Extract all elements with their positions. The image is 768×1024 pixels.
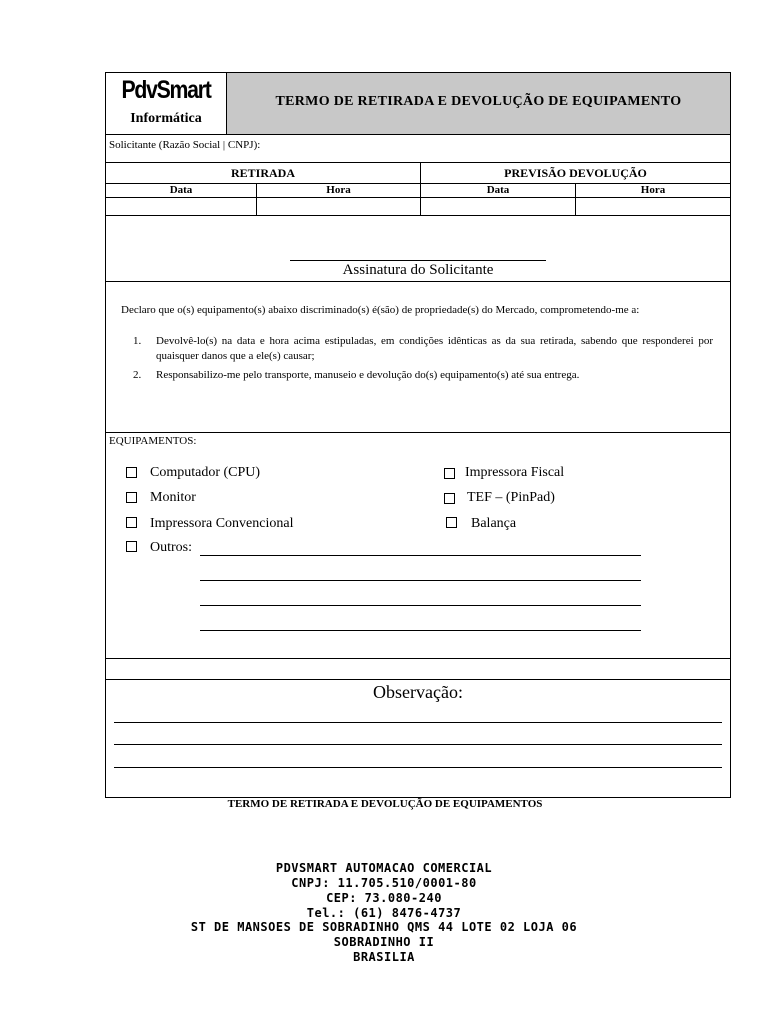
company-cep: CEP: 73.080-240 bbox=[326, 891, 442, 905]
checkbox-impressora-fiscal[interactable] bbox=[444, 468, 455, 479]
checkbox-impressora-fiscal-label: Impressora Fiscal bbox=[465, 465, 565, 480]
retirada-data-header: Data bbox=[169, 184, 193, 196]
checkbox-impressora-convencional[interactable] bbox=[126, 517, 137, 528]
retirada-header: RETIRADA bbox=[230, 166, 295, 180]
signature-line[interactable] bbox=[290, 260, 546, 261]
previsao-hora-header: Hora bbox=[640, 184, 666, 196]
company-city: BRASILIA bbox=[353, 950, 415, 964]
checkbox-impressora-convencional-label: Impressora Convencional bbox=[150, 516, 294, 531]
declaration-item: Responsabilizo-me pelo transporte, manuseio e devolução do(s) equipamento(s) até sua entrega. bbox=[156, 369, 580, 381]
checkbox-cpu[interactable] bbox=[126, 467, 137, 478]
observacao-title: Observação: bbox=[373, 682, 463, 702]
previsao-data-header: Data bbox=[486, 184, 510, 196]
company-address: ST DE MANSOES DE SOBRADINHO QMS 44 LOTE 02 LOJA 06 bbox=[190, 920, 578, 934]
observacao-line[interactable] bbox=[114, 744, 722, 745]
logo-subtitle: Informática bbox=[130, 111, 202, 126]
company-district: SOBRADINHO II bbox=[333, 935, 435, 949]
outros-line[interactable] bbox=[200, 580, 641, 581]
company-name: PDVSMART AUTOMACAO COMERCIAL bbox=[275, 861, 493, 875]
previsao-hora-field[interactable] bbox=[576, 198, 730, 215]
checkbox-balanca[interactable] bbox=[446, 517, 457, 528]
signature-label: Assinatura do Solicitante bbox=[342, 262, 494, 278]
company-cnpj: CNPJ: 11.705.510/0001-80 bbox=[291, 876, 477, 890]
observacao-line[interactable] bbox=[114, 722, 722, 723]
checkbox-balanca-label: Balança bbox=[471, 516, 517, 531]
divider bbox=[105, 658, 731, 659]
form-title: TERMO DE RETIRADA E DEVOLUÇÃO DE EQUIPAMENTO bbox=[275, 94, 682, 109]
previsao-header: PREVISÃO DEVOLUÇÃO bbox=[504, 166, 647, 180]
divider bbox=[105, 162, 731, 163]
declaration-item-number: 2. bbox=[133, 369, 142, 381]
previsao-data-field[interactable] bbox=[421, 198, 575, 215]
checkbox-monitor-label: Monitor bbox=[150, 490, 196, 505]
declaration-item: Devolvê-lo(s) na data e hora acima estipuladas, em condições idênticas as da sua retirada, sabendo que responderei por quaisquer danos que a ele(s) causar; bbox=[156, 335, 713, 362]
company-logo: PdvSmart bbox=[121, 76, 211, 104]
company-phone: Tel.: (61) 8476-4737 bbox=[306, 906, 462, 920]
checkbox-cpu-label: Computador (CPU) bbox=[150, 465, 261, 480]
retirada-hora-field[interactable] bbox=[257, 198, 420, 215]
footer-title: TERMO DE RETIRADA E DEVOLUÇÃO DE EQUIPAMENTOS bbox=[227, 798, 543, 810]
divider bbox=[105, 432, 731, 433]
observacao-line[interactable] bbox=[114, 767, 722, 768]
checkbox-monitor[interactable] bbox=[126, 492, 137, 503]
divider bbox=[105, 679, 731, 680]
outros-line[interactable] bbox=[200, 630, 641, 631]
declaration-item-number: 1. bbox=[133, 335, 142, 347]
divider bbox=[105, 215, 731, 216]
checkbox-outros[interactable] bbox=[126, 541, 137, 552]
declaration-intro: Declaro que o(s) equipamento(s) abaixo discriminado(s) é(são) de propriedade(s) do Mercado, comprometendo-me a: bbox=[121, 304, 640, 316]
outros-line[interactable] bbox=[200, 605, 641, 606]
solicitante-label: Solicitante (Razão Social | CNPJ): bbox=[109, 139, 261, 151]
retirada-hora-header: Hora bbox=[326, 184, 351, 196]
retirada-data-field[interactable] bbox=[106, 198, 256, 215]
checkbox-tef[interactable] bbox=[444, 493, 455, 504]
equipment-label: EQUIPAMENTOS: bbox=[109, 435, 197, 447]
checkbox-tef-label: TEF – (PinPad) bbox=[467, 490, 555, 505]
outros-line[interactable] bbox=[200, 555, 641, 556]
divider bbox=[105, 281, 731, 282]
divider bbox=[105, 134, 731, 135]
checkbox-outros-label: Outros: bbox=[150, 540, 192, 555]
